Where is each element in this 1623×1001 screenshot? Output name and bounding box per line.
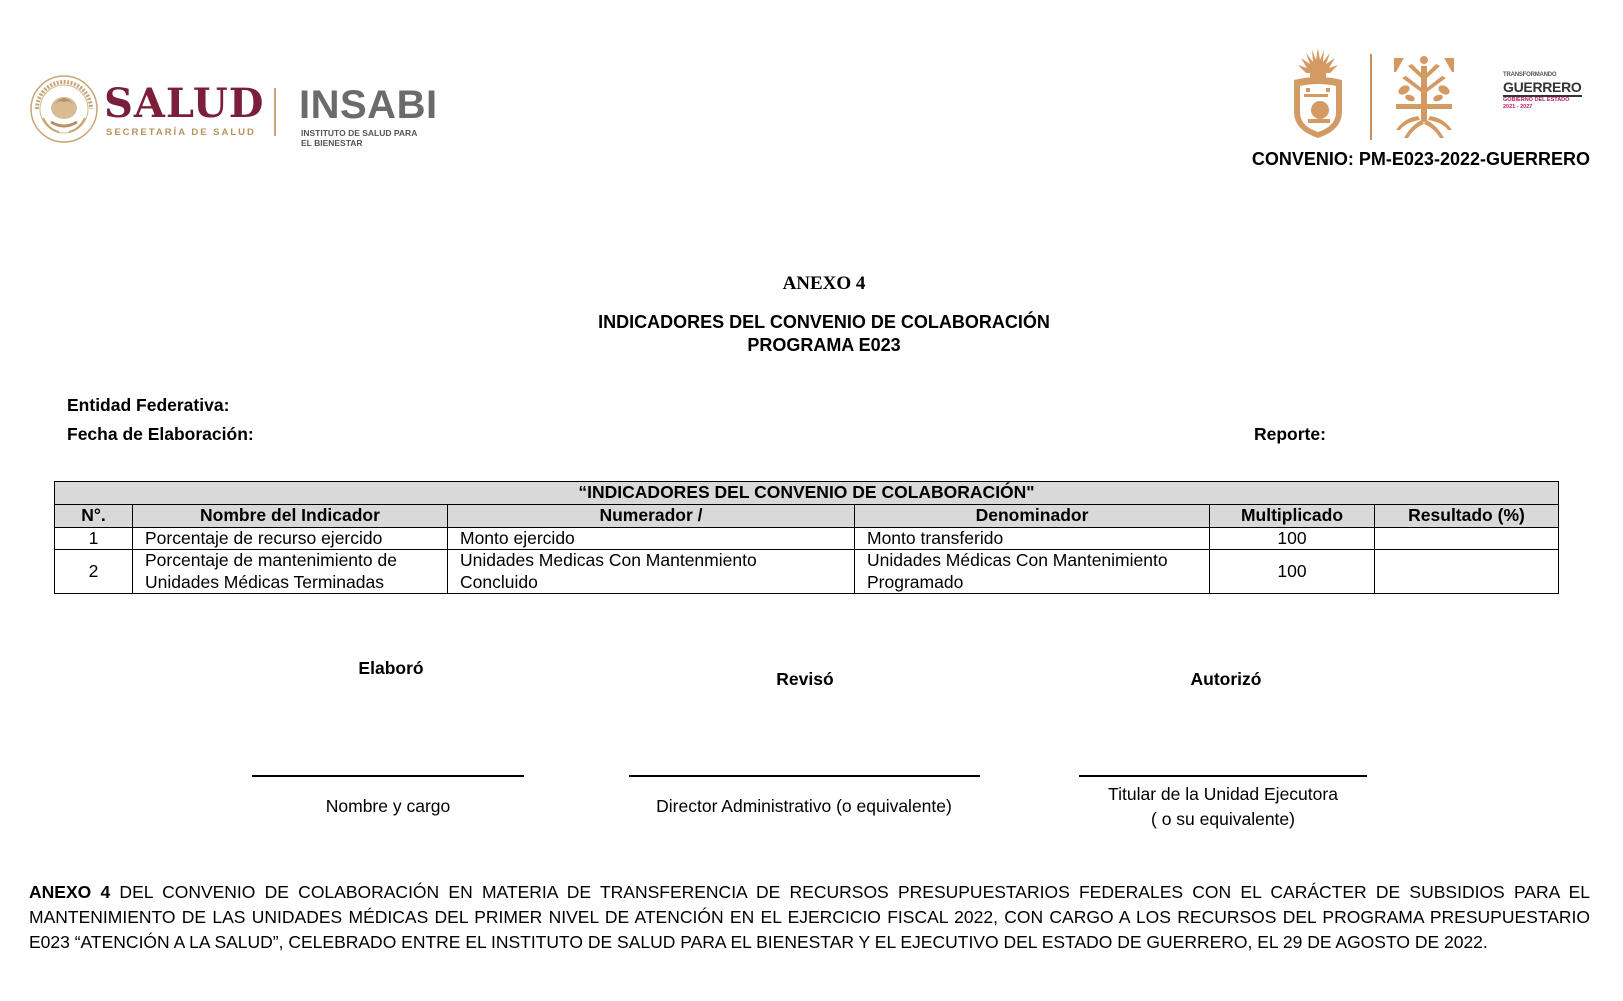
signature-label-autorizo-line1: Titular de la Unidad Ejecutora — [1108, 784, 1338, 804]
cell-numerador-line1: Unidades Medicas Con Mantenmiento — [460, 550, 757, 570]
footer-text: DEL CONVENIO DE COLABORACIÓN EN MATERIA DE TRANSFERENCIA DE RECURSOS PRESUPUESTARIOS FEDERALES CON EL CARÁCTER DE SUBSIDIOS PARA EL MANTENIMIENTO DE LAS UNIDADES MÉDICAS DEL PRIMER NIVEL DE ATENCIÓN EN EL EJERCICIO FISCAL 2022, CON CARGO A LOS RECURSOS DEL PROGRAMA PRESUPUESTARIO E023 “ATENCIÓN A LA SALUD”, CELEBRADO ENTRE EL INSTITUTO DE SALUD PARA EL BIENESTAR Y EL EJECUTIVO DEL ESTADO DE GUERRERO, EL 29 DE AGOSTO DE 2022. — [29, 882, 1590, 952]
insabi-subtitle-line1: INSTITUTO DE SALUD PARA — [301, 128, 418, 138]
signature-label-reviso: Director Administrativo (o equivalente) — [656, 796, 952, 816]
document-title — [0, 311, 1623, 357]
table-title: “INDICADORES DEL CONVENIO DE COLABORACIÓN" — [55, 482, 1559, 505]
signature-line-elaboro — [252, 775, 524, 777]
cell-no: 1 — [55, 527, 133, 550]
convenio-number: CONVENIO: PM-E023-2022-GUERRERO — [1251, 149, 1590, 169]
column-header-multiplicado: Multiplicado — [1210, 504, 1375, 527]
signature-heading-reviso: Revisó — [776, 669, 834, 689]
indicators-table — [54, 481, 1559, 594]
cell-nombre-line2: Unidades Médicas Terminadas — [145, 571, 384, 592]
guerrero-logo-sub: GOBIERNO DEL ESTADO — [1503, 97, 1570, 103]
insabi-logo-subtitle — [301, 128, 417, 148]
guerrero-logo-main: GUERRERO — [1503, 79, 1582, 95]
signature-heading-autorizo: Autorizó — [1190, 669, 1262, 689]
column-header-nombre: Nombre del Indicador — [133, 504, 448, 527]
cell-multiplicado: 100 — [1210, 527, 1375, 550]
insabi-subtitle-line2: EL BIENESTAR — [301, 138, 363, 148]
mexico-coat-of-arms-seal — [29, 74, 99, 144]
cell-denominador — [855, 550, 1210, 594]
column-header-no: N°. — [55, 504, 133, 527]
logo-divider — [274, 88, 276, 136]
cell-resultado — [1375, 527, 1559, 550]
guerrero-logo-top: TRANSFORMANDO — [1503, 72, 1557, 78]
table-header-row — [55, 504, 1559, 527]
salud-logo-subtitle: SECRETARÍA DE SALUD — [106, 127, 256, 138]
signature-line-reviso — [629, 775, 980, 777]
salud-logo-word: SALUD — [104, 80, 265, 127]
signature-line-autorizo — [1079, 775, 1367, 777]
cell-numerador: Monto ejercido — [448, 527, 855, 550]
cell-denominador-line1: Unidades Médicas Con Mantenimiento — [867, 550, 1168, 570]
document-title-line1: INDICADORES DEL CONVENIO DE COLABORACIÓN — [598, 312, 1050, 332]
signature-label-elaboro: Nombre y cargo — [325, 796, 451, 816]
guerrero-government-logo — [1503, 72, 1583, 111]
annex-footer-paragraph — [29, 880, 1590, 955]
cell-numerador-line2: Concluido — [460, 571, 538, 592]
reporte-label: Reporte: — [1254, 424, 1326, 444]
insabi-logo-word: INSABI — [299, 83, 438, 127]
document-title-line2: PROGRAMA E023 — [747, 335, 901, 355]
cell-nombre — [133, 550, 448, 594]
logo-divider — [1370, 54, 1372, 140]
cell-no: 2 — [55, 550, 133, 594]
cell-numerador — [448, 550, 855, 594]
guerrero-logo-years: 2021 - 2027 — [1503, 104, 1533, 110]
entidad-federativa-label: Entidad Federativa: — [67, 395, 230, 415]
cell-resultado — [1375, 550, 1559, 594]
footer-bold-lead: ANEXO 4 — [29, 882, 111, 902]
table-row — [55, 550, 1559, 594]
cell-nombre-line1: Porcentaje de mantenimiento de — [145, 550, 397, 570]
table-row — [55, 527, 1559, 550]
column-header-resultado: Resultado (%) — [1375, 504, 1559, 527]
column-header-denominador: Denominador — [855, 504, 1210, 527]
guerrero-tree-icon — [1392, 54, 1456, 140]
cell-multiplicado: 100 — [1210, 550, 1375, 594]
guerrero-shield-icon — [1288, 46, 1348, 142]
cell-denominador-line2: Programado — [867, 571, 964, 592]
signature-heading-elaboro: Elaboró — [358, 658, 424, 678]
cell-denominador: Monto transferido — [855, 527, 1210, 550]
cell-nombre: Porcentaje de recurso ejercido — [133, 527, 448, 550]
signature-label-autorizo-line2: ( o su equivalente) — [1151, 809, 1295, 829]
column-header-numerador: Numerador / — [448, 504, 855, 527]
signature-label-autorizo — [1073, 782, 1373, 832]
fecha-elaboracion-label: Fecha de Elaboración: — [67, 424, 254, 444]
annex-title: ANEXO 4 — [782, 273, 866, 294]
